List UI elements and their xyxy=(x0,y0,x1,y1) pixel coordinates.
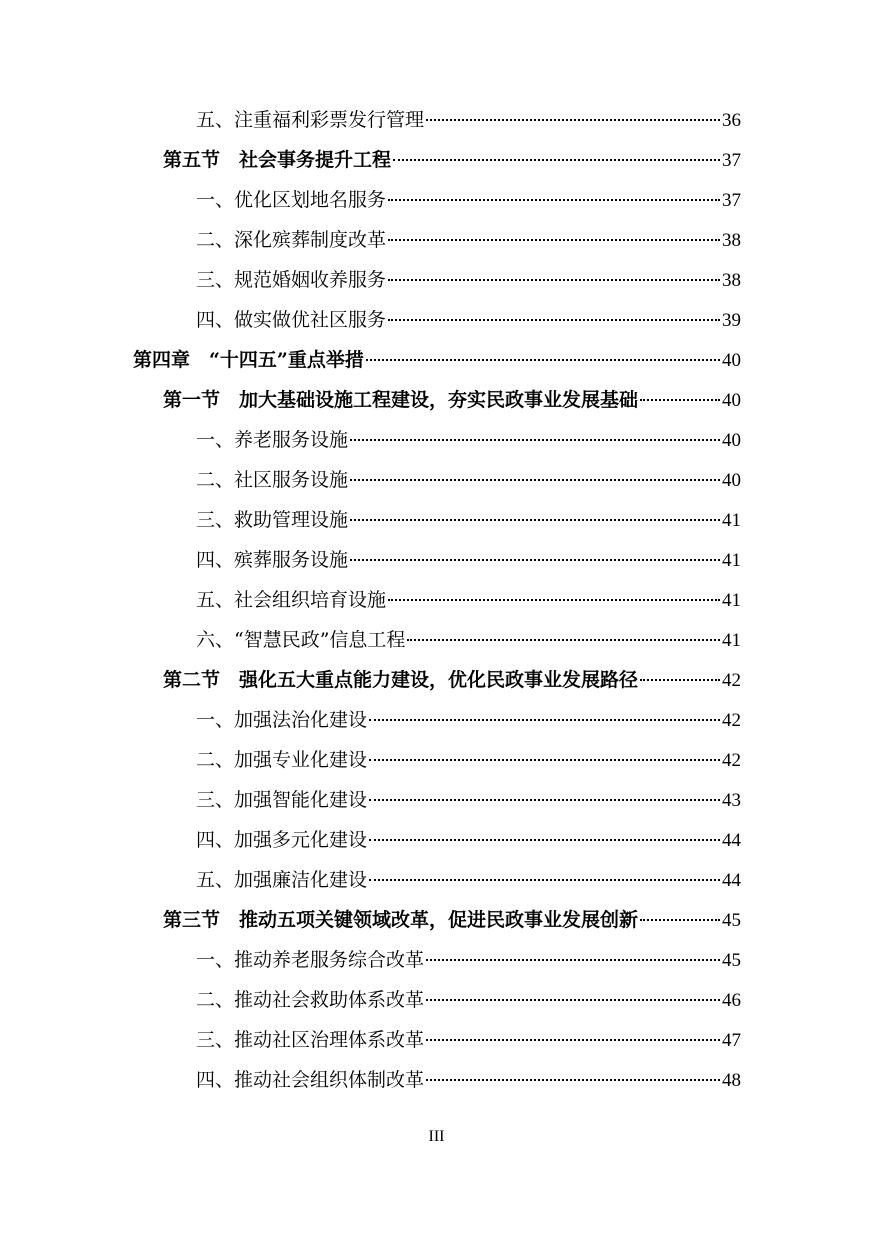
dot-leader xyxy=(369,839,720,841)
toc-entry-page: 38 xyxy=(722,270,741,291)
toc-entry-page: 48 xyxy=(722,1070,741,1091)
dot-leader xyxy=(350,559,720,561)
dot-leader xyxy=(426,119,720,121)
toc-entry-title: 三、规范婚姻收养服务 xyxy=(196,269,387,291)
toc-entry-title: 三、救助管理设施 xyxy=(196,509,349,531)
toc-entry[interactable] xyxy=(196,1023,741,1057)
page-number-footer: III xyxy=(428,1128,445,1145)
toc-entry-title: 三、加强智能化建设 xyxy=(196,789,368,811)
toc-entry[interactable] xyxy=(196,423,741,457)
dot-leader xyxy=(426,1039,720,1041)
toc-entry-page: 44 xyxy=(722,870,741,891)
toc-entry-page: 38 xyxy=(722,230,741,251)
toc-entry-page: 42 xyxy=(722,670,741,691)
dot-leader xyxy=(350,519,720,521)
toc-entry-page: 42 xyxy=(722,750,741,771)
toc-entry[interactable] xyxy=(196,223,741,257)
toc-entry-page: 37 xyxy=(722,150,741,171)
toc-entry-title: 第一节 加大基础设施工程建设，夯实民政事业发展基础 xyxy=(163,389,639,411)
toc-entry[interactable] xyxy=(196,783,741,817)
toc-entry-page: 41 xyxy=(722,550,741,571)
toc-entry-page: 36 xyxy=(722,110,741,131)
toc-entry-page: 42 xyxy=(722,710,741,731)
toc-entry-title: 二、加强专业化建设 xyxy=(196,749,368,771)
dot-leader xyxy=(640,399,720,401)
toc-entry-title: 一、推动养老服务综合改革 xyxy=(196,949,425,971)
toc-entry-page: 40 xyxy=(722,470,741,491)
dot-leader xyxy=(369,719,720,721)
toc-entry[interactable] xyxy=(196,263,741,297)
toc-entry-title: 四、做实做优社区服务 xyxy=(196,309,387,331)
dot-leader xyxy=(350,479,720,481)
toc-entry-page: 40 xyxy=(722,430,741,451)
toc-entry-page: 45 xyxy=(722,950,741,971)
toc-entry-page: 41 xyxy=(722,630,741,651)
toc-entry-page: 45 xyxy=(722,910,741,931)
toc-entry[interactable] xyxy=(196,863,741,897)
toc-entry-title: 二、推动社会救助体系改革 xyxy=(196,989,425,1011)
toc-entry-title: 四、推动社会组织体制改革 xyxy=(196,1069,425,1091)
dot-leader xyxy=(369,799,720,801)
toc-entry-page: 37 xyxy=(722,190,741,211)
toc-entry[interactable] xyxy=(196,743,741,777)
toc-entry[interactable] xyxy=(196,703,741,737)
toc-entry-page: 41 xyxy=(722,590,741,611)
dot-leader xyxy=(388,599,720,601)
toc-entry-title: 第二节 强化五大重点能力建设，优化民政事业发展路径 xyxy=(163,669,639,691)
dot-leader xyxy=(426,1079,720,1081)
toc-entry[interactable] xyxy=(196,583,741,617)
toc-entry[interactable] xyxy=(163,903,741,937)
toc-entry[interactable] xyxy=(196,623,741,657)
dot-leader xyxy=(407,639,720,641)
toc-entry-title: 五、社会组织培育设施 xyxy=(196,589,387,611)
toc-entry-page: 40 xyxy=(722,350,741,371)
toc-entry-title: 第四章 “十四五”重点举措 xyxy=(133,349,364,371)
toc-entry-title: 五、注重福利彩票发行管理 xyxy=(196,109,425,131)
toc-entry-title: 二、社区服务设施 xyxy=(196,469,349,491)
toc-entry-page: 43 xyxy=(722,790,741,811)
toc-entry[interactable] xyxy=(163,383,741,417)
toc-entry[interactable] xyxy=(196,1063,741,1097)
toc-entry-title: 二、深化殡葬制度改革 xyxy=(196,229,387,251)
toc-entry[interactable] xyxy=(196,103,741,137)
toc-entry-page: 41 xyxy=(722,510,741,531)
toc-entry-page: 46 xyxy=(722,990,741,1011)
dot-leader xyxy=(426,959,720,961)
toc-entry-title: 一、养老服务设施 xyxy=(196,429,349,451)
toc-entry-title: 第五节 社会事务提升工程 xyxy=(163,149,392,171)
dot-leader xyxy=(369,879,720,881)
toc-entry-title: 三、推动社区治理体系改革 xyxy=(196,1029,425,1051)
toc-entry-title: 四、加强多元化建设 xyxy=(196,829,368,851)
dot-leader xyxy=(393,159,720,161)
toc-entry-title: 五、加强廉洁化建设 xyxy=(196,869,368,891)
toc-entry-page: 39 xyxy=(722,310,741,331)
toc-entry-page: 44 xyxy=(722,830,741,851)
toc-entry-title: 一、加强法治化建设 xyxy=(196,709,368,731)
toc-entry[interactable] xyxy=(196,183,741,217)
toc-entry[interactable] xyxy=(196,983,741,1017)
toc-entry[interactable] xyxy=(196,303,741,337)
toc-entry[interactable] xyxy=(196,543,741,577)
dot-leader xyxy=(388,199,720,201)
dot-leader xyxy=(388,319,720,321)
toc-entry[interactable] xyxy=(163,663,741,697)
dot-leader xyxy=(366,359,720,361)
toc-entry-title: 四、殡葬服务设施 xyxy=(196,549,349,571)
dot-leader xyxy=(350,439,720,441)
dot-leader xyxy=(640,919,720,921)
toc-entry-title: 六、“智慧民政”信息工程 xyxy=(196,629,406,651)
toc-entry[interactable] xyxy=(196,823,741,857)
dot-leader xyxy=(640,679,720,681)
toc-entry-page: 47 xyxy=(722,1030,741,1051)
dot-leader xyxy=(388,239,720,241)
toc-entry-chapter[interactable] xyxy=(133,343,741,377)
dot-leader xyxy=(388,279,720,281)
toc-entry-page: 40 xyxy=(722,390,741,411)
toc-entry[interactable] xyxy=(196,463,741,497)
toc-entry-title: 一、优化区划地名服务 xyxy=(196,189,387,211)
dot-leader xyxy=(426,999,720,1001)
toc-entry[interactable] xyxy=(196,943,741,977)
toc-entry-title: 第三节 推动五项关键领域改革，促进民政事业发展创新 xyxy=(163,909,639,931)
dot-leader xyxy=(369,759,720,761)
toc-entry[interactable] xyxy=(196,503,741,537)
toc-entry[interactable] xyxy=(163,143,741,177)
